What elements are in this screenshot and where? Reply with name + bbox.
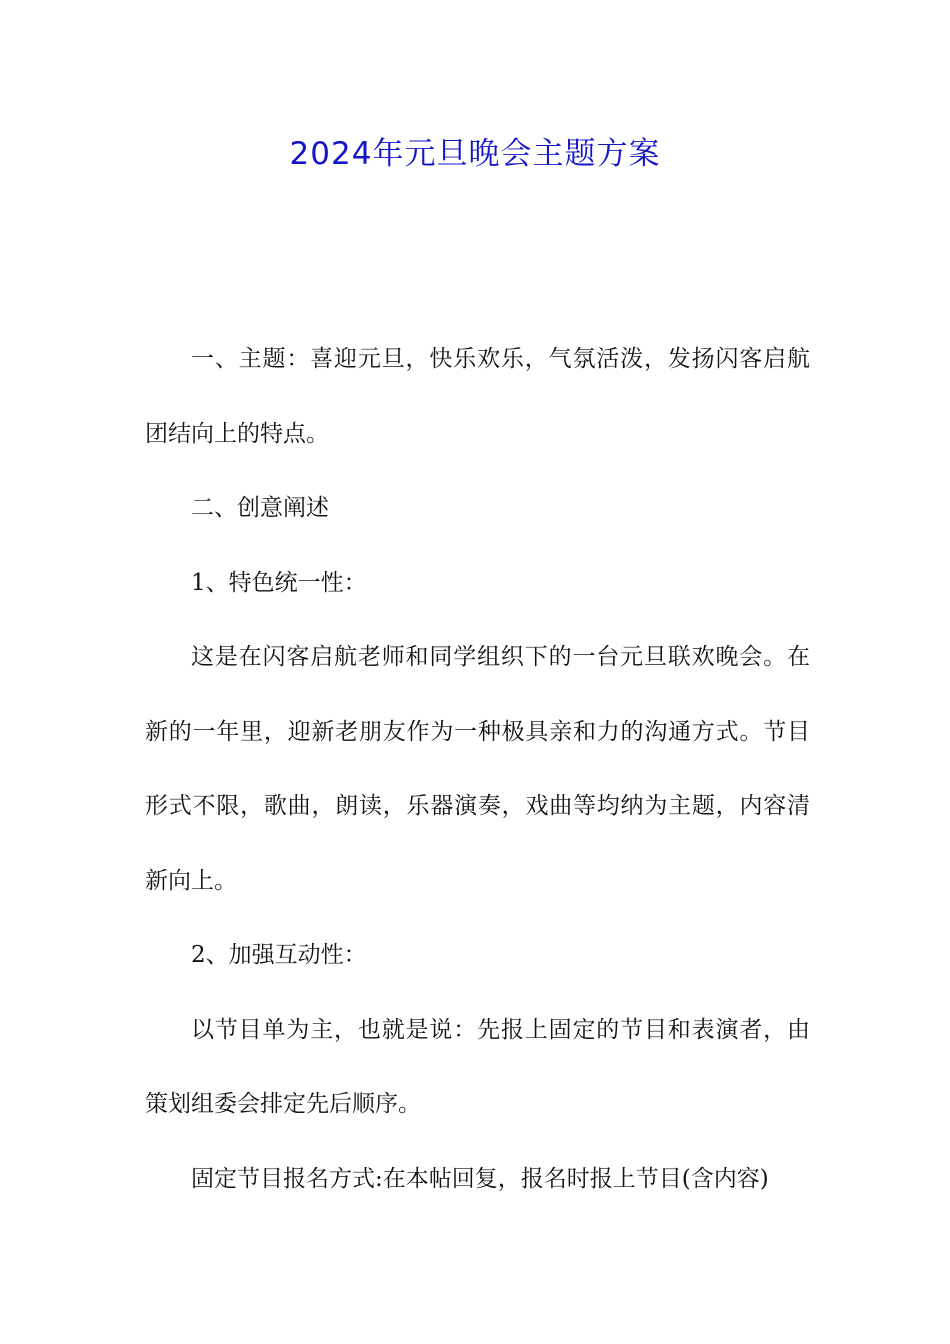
paragraph-unity-body: 这是在闪客启航老师和同学组织下的一台元旦联欢晚会。在新的一年里，迎新老朋友作为一种极具亲和力的沟通方式。节目形式不限，歌曲，朗读，乐器演奏，戏曲等均纳为主题，内容清新向上。: [145, 644, 810, 894]
paragraph-theme: 一、主题：喜迎元旦，快乐欢乐，气氛活泼，发扬闪客启航团结向上的特点。: [145, 346, 810, 447]
paragraph-creative-heading: 二、创意阐述: [191, 495, 329, 521]
paragraph-interaction-heading: 2、加强互动性：: [191, 942, 367, 968]
paragraph-registration: 固定节目报名方式:在本帖回复，报名时报上节目(含内容): [191, 1165, 769, 1192]
document-body: [145, 322, 810, 1216]
paragraph-interaction-body: 以节目单为主，也就是说：先报上固定的节目和表演者，由策划组委会排定先后顺序。: [145, 1016, 810, 1117]
paragraph-unity-heading: 1、特色统一性：: [191, 569, 367, 596]
document-title: 2024年元旦晚会主题方案: [289, 136, 661, 172]
